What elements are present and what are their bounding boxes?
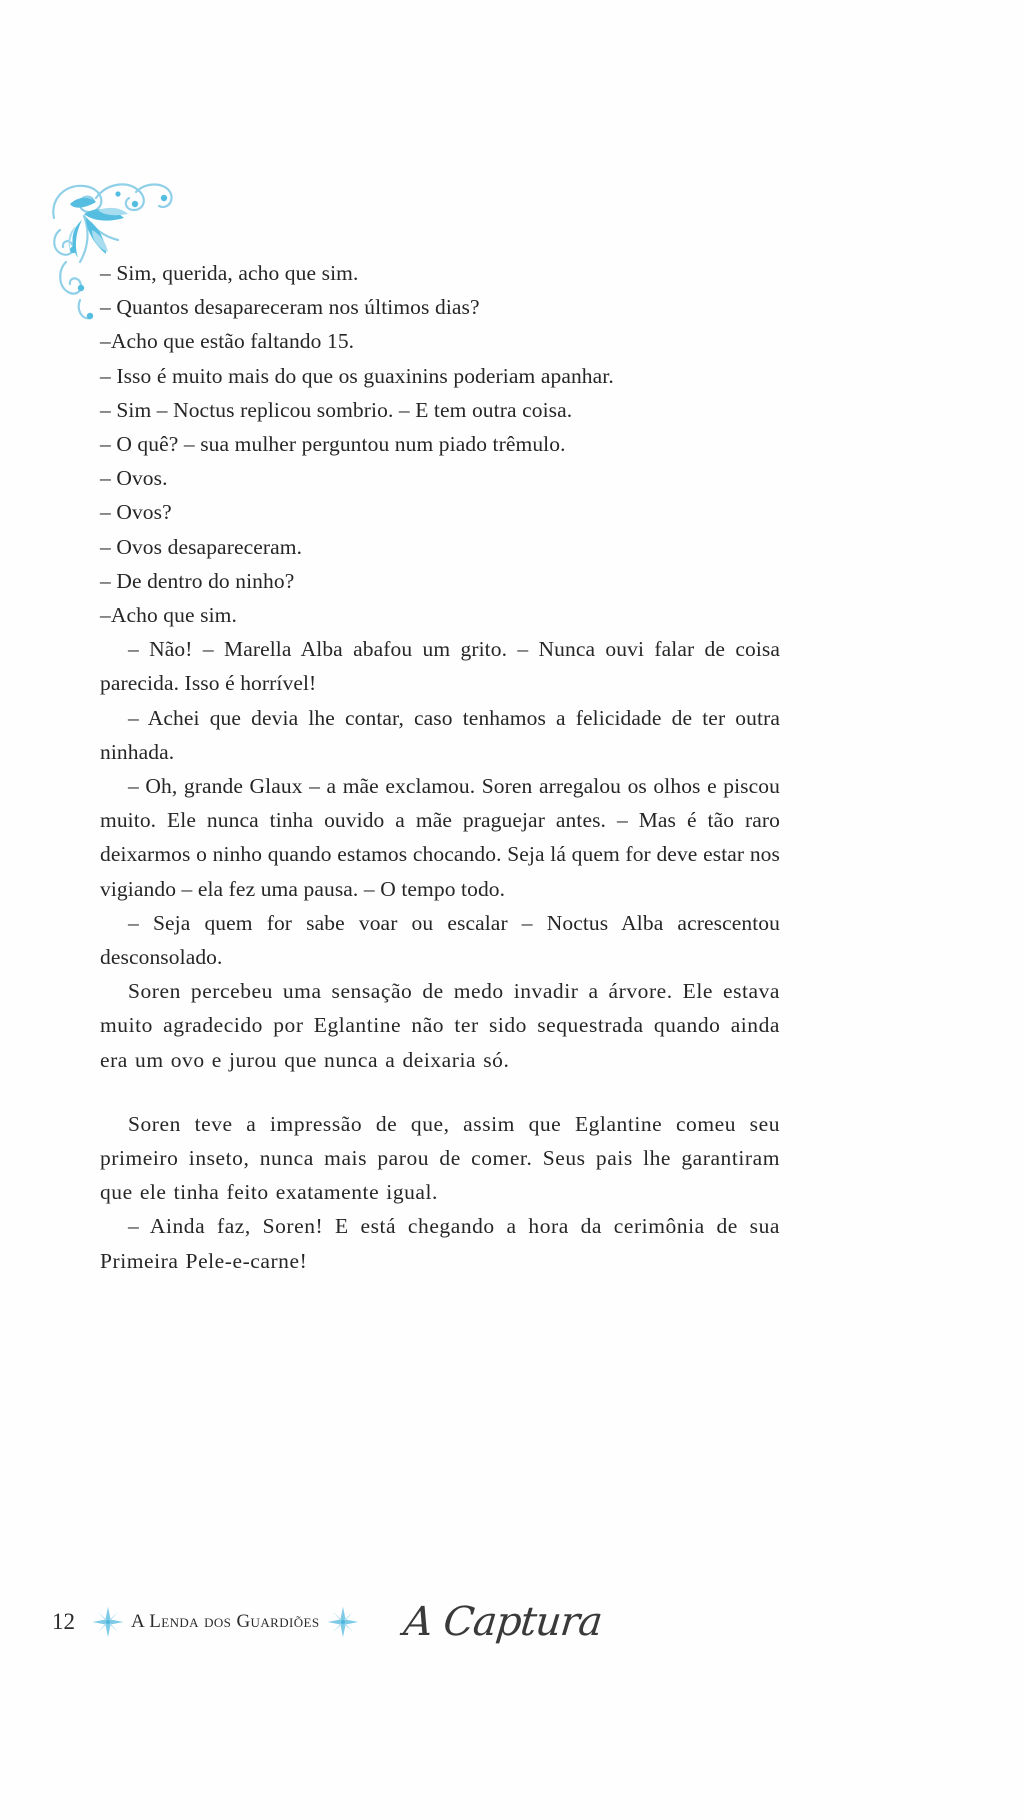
snowflake-ornament-icon	[326, 1605, 360, 1639]
paragraph: – Não! – Marella Alba abafou um grito. – Nunca ouvi falar de coisa parecida. Isso é horrível!	[100, 637, 780, 696]
paragraph: – Oh, grande Glaux – a mãe exclamou. Soren arregalou os olhos e piscou muito. Ele nunca tinha ouvido a mãe praguejar antes. – Mas é tão raro deixarmos o ninho quando estamos chocando. Seja lá quem for deve estar nos vigiando – ela fez uma pausa. – O tempo todo.	[100, 774, 780, 901]
dialogue-line: – Ovos?	[100, 500, 172, 525]
book-title: A Captura	[401, 1599, 604, 1645]
dialogue-line: – De dentro do ninho?	[100, 568, 295, 593]
section-break	[100, 1077, 780, 1107]
dialogue-line: – Sim – Noctus replicou sombrio. – E tem outra coisa.	[100, 397, 573, 422]
page-text-block	[100, 256, 780, 1278]
series-title: A Lenda dos Guardiões	[131, 1611, 320, 1632]
paragraph: Soren teve a impressão de que, assim que Eglantine comeu seu primeiro inseto, nunca mais parou de comer. Seus pais lhe garantiram que ele tinha feito exatamente igual.	[100, 1111, 780, 1205]
dialogue-line: –Acho que estão faltando 15.	[100, 329, 355, 354]
dialogue-line: – Ovos desapareceram.	[100, 534, 303, 559]
dialogue-line: – O quê? – sua mulher perguntou num piado trêmulo.	[100, 432, 566, 457]
dialogue-line: –Acho que sim.	[100, 603, 237, 628]
dialogue-line: – Isso é muito mais do que os guaxinins poderiam apanhar.	[100, 363, 614, 388]
dialogue-line: – Ovos.	[100, 466, 168, 491]
page-number: 12	[52, 1609, 75, 1634]
page-footer	[52, 1599, 604, 1645]
paragraph: – Ainda faz, Soren! E está chegando a hora da cerimônia de sua Primeira Pele-e-carne!	[100, 1214, 780, 1273]
paragraph: – Achei que devia lhe contar, caso tenhamos a felicidade de ter outra ninhada.	[100, 705, 780, 764]
dialogue-line: – Sim, querida, acho que sim.	[100, 261, 359, 285]
snowflake-ornament-icon	[91, 1605, 125, 1639]
paragraph: Soren percebeu uma sensação de medo invadir a árvore. Ele estava muito agradecido por Eglantine não ter sido sequestrada quando ainda era um ovo e jurou que nunca a deixaria só.	[100, 979, 780, 1072]
dialogue-line: – Quantos desapareceram nos últimos dias?	[100, 295, 480, 320]
paragraph: – Seja quem for sabe voar ou escalar – Noctus Alba acrescentou desconsolado.	[100, 910, 780, 970]
